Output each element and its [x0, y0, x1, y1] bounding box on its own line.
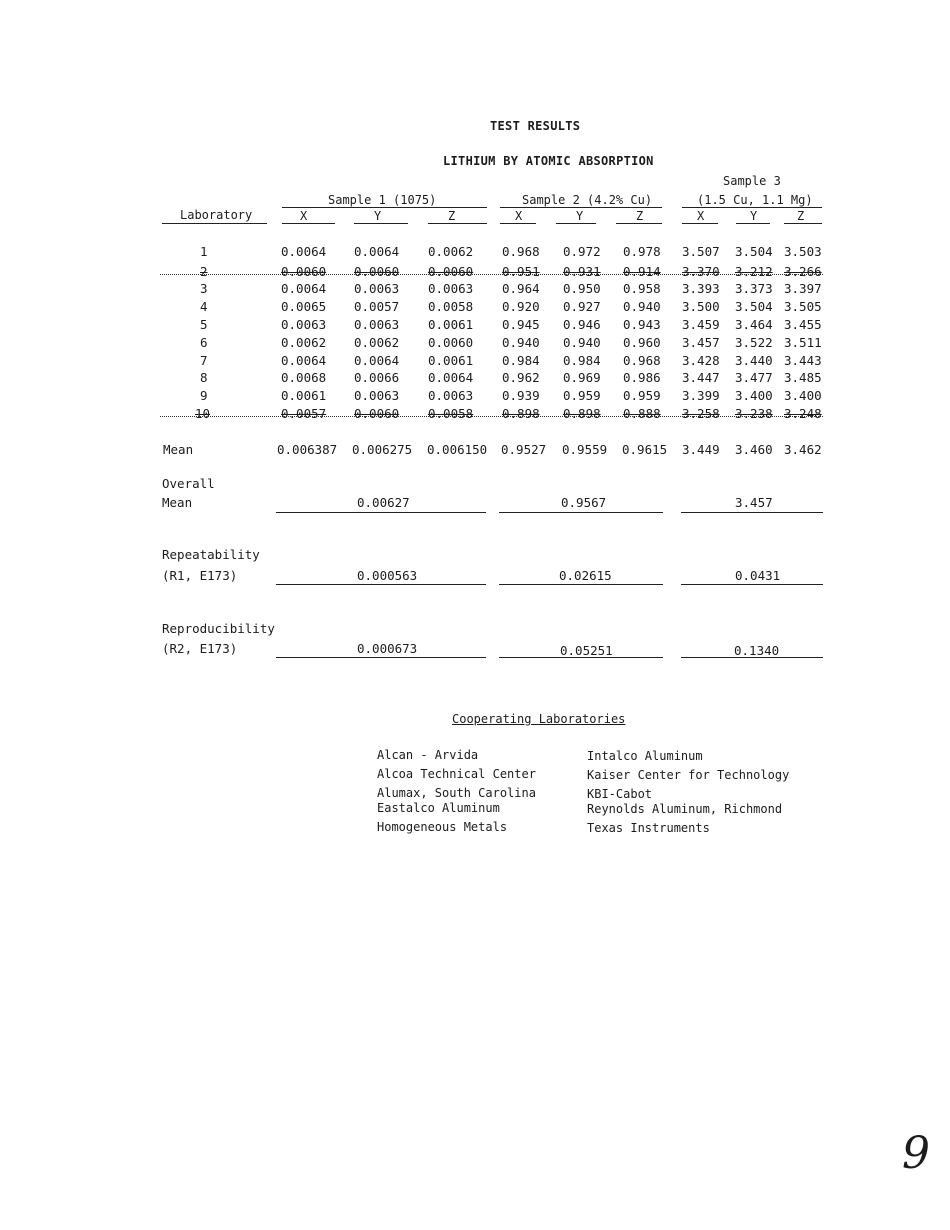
- table-cell: 3.511: [784, 335, 822, 350]
- table-cell: 3.400: [735, 388, 773, 403]
- mean-cell: 3.449: [682, 442, 720, 457]
- sample3-header-rule: [682, 207, 822, 208]
- mean-cell: 0.9559: [562, 442, 608, 457]
- table-cell: 0.959: [623, 388, 661, 403]
- table-cell: 0.914: [623, 264, 661, 279]
- table-cell: 0.943: [623, 317, 661, 332]
- table-cell: 0.0064: [354, 353, 400, 368]
- sample1-header-rule: [282, 207, 487, 208]
- laboratory-header: Laboratory: [180, 208, 253, 222]
- table-cell: 0.0064: [428, 370, 474, 385]
- table-cell: 0.968: [502, 244, 540, 259]
- table-cell: 3.238: [735, 406, 773, 421]
- table-cell: 0.0065: [281, 299, 327, 314]
- overall-mean-rule-2: [499, 512, 663, 513]
- column-header-z: Z: [448, 209, 456, 223]
- table-cell: 0.0064: [354, 244, 400, 259]
- repeatability-sample3: 0.0431: [735, 568, 781, 583]
- cooperating-lab: Intalco Aluminum: [587, 749, 703, 763]
- table-cell: 3.459: [682, 317, 720, 332]
- column-header-rule: [682, 223, 718, 224]
- mean-label: Mean: [163, 442, 194, 457]
- column-header-x: X: [515, 209, 523, 223]
- table-cell: 3.266: [784, 264, 822, 279]
- page-title: TEST RESULTS: [490, 119, 581, 133]
- table-cell: 3.447: [682, 370, 720, 385]
- lab-number: 3: [200, 281, 208, 296]
- table-cell: 0.0063: [354, 317, 400, 332]
- repeatability-rule-1: [276, 584, 486, 585]
- column-header-rule: [282, 223, 335, 224]
- table-cell: 0.0058: [428, 299, 474, 314]
- table-cell: 0.898: [563, 406, 601, 421]
- table-cell: 0.940: [623, 299, 661, 314]
- cooperating-lab: Eastalco Aluminum: [377, 801, 500, 815]
- table-cell: 0.0063: [428, 281, 474, 296]
- reproducibility-rule-3: [681, 657, 823, 658]
- table-cell: 0.960: [623, 335, 661, 350]
- table-cell: 0.962: [502, 370, 540, 385]
- lab-number: 8: [200, 370, 208, 385]
- table-cell: 0.0064: [281, 281, 327, 296]
- sample3-header-line1: Sample 3: [723, 174, 781, 188]
- table-cell: 0.0062: [281, 335, 327, 350]
- sample2-header: Sample 2 (4.2% Cu): [522, 193, 653, 207]
- column-header-z: Z: [797, 209, 805, 223]
- sample2-header-rule: [500, 207, 662, 208]
- struck-row-line: [160, 416, 823, 417]
- column-header-y: Y: [750, 209, 758, 223]
- table-cell: 3.397: [784, 281, 822, 296]
- overall-mean-label-2: Mean: [162, 495, 193, 510]
- table-cell: 0.984: [502, 353, 540, 368]
- table-cell: 0.0057: [354, 299, 400, 314]
- table-cell: 0.0063: [281, 317, 327, 332]
- table-cell: 3.503: [784, 244, 822, 259]
- table-cell: 0.0063: [354, 388, 400, 403]
- table-cell: 3.507: [682, 244, 720, 259]
- table-cell: 0.0060: [354, 264, 400, 279]
- repeatability-rule-3: [681, 584, 823, 585]
- table-cell: 0.0066: [354, 370, 400, 385]
- table-cell: 0.958: [623, 281, 661, 296]
- table-cell: 3.477: [735, 370, 773, 385]
- cooperating-lab: Reynolds Aluminum, Richmond: [587, 802, 783, 816]
- table-cell: 0.0060: [428, 335, 474, 350]
- table-cell: 0.984: [563, 353, 601, 368]
- table-cell: 0.0063: [354, 281, 400, 296]
- overall-mean-sample1: 0.00627: [357, 495, 410, 510]
- mean-cell: 3.460: [735, 442, 773, 457]
- page-number: 9: [902, 1128, 930, 1179]
- sample3-header-line2: (1.5 Cu, 1.1 Mg): [697, 193, 813, 207]
- sample1-header: Sample 1 (1075): [328, 193, 437, 207]
- table-cell: 0.888: [623, 406, 661, 421]
- table-cell: 0.964: [502, 281, 540, 296]
- table-cell: 0.945: [502, 317, 540, 332]
- table-cell: 0.898: [502, 406, 540, 421]
- column-header-rule: [736, 223, 770, 224]
- lab-number: 6: [200, 335, 208, 350]
- lab-number: 10: [195, 406, 211, 421]
- mean-cell: 0.9615: [622, 442, 668, 457]
- repeatability-rule-2: [499, 584, 663, 585]
- table-cell: 3.399: [682, 388, 720, 403]
- cooperating-lab: KBI-Cabot: [587, 787, 653, 801]
- reproducibility-label-1: Reproducibility: [162, 621, 275, 636]
- column-header-rule: [354, 223, 408, 224]
- table-cell: 0.0061: [428, 353, 474, 368]
- table-cell: 0.0060: [354, 406, 400, 421]
- column-header-z: Z: [636, 209, 644, 223]
- table-cell: 0.927: [563, 299, 601, 314]
- page-subtitle: LITHIUM BY ATOMIC ABSORPTION: [443, 154, 654, 168]
- cooperating-title: Cooperating Laboratories: [452, 712, 626, 726]
- table-cell: 3.455: [784, 317, 822, 332]
- reproducibility-rule-2: [499, 657, 663, 658]
- table-cell: 0.986: [623, 370, 661, 385]
- cooperating-lab: Homogeneous Metals: [377, 820, 508, 834]
- table-cell: 0.0062: [428, 244, 474, 259]
- repeatability-label-1: Repeatability: [162, 547, 260, 562]
- overall-mean-sample2: 0.9567: [561, 495, 607, 510]
- table-cell: 3.212: [735, 264, 773, 279]
- table-cell: 0.959: [563, 388, 601, 403]
- column-header-y: Y: [576, 209, 584, 223]
- reproducibility-rule-1: [276, 657, 486, 658]
- table-cell: 0.946: [563, 317, 601, 332]
- table-cell: 0.0068: [281, 370, 327, 385]
- table-cell: 3.485: [784, 370, 822, 385]
- table-cell: 0.968: [623, 353, 661, 368]
- column-header-rule: [556, 223, 596, 224]
- table-cell: 3.443: [784, 353, 822, 368]
- table-cell: 3.464: [735, 317, 773, 332]
- table-cell: 0.940: [563, 335, 601, 350]
- table-cell: 0.0064: [281, 244, 327, 259]
- table-cell: 0.0062: [354, 335, 400, 350]
- table-cell: 0.969: [563, 370, 601, 385]
- table-cell: 0.939: [502, 388, 540, 403]
- table-cell: 0.931: [563, 264, 601, 279]
- cooperating-lab: Kaiser Center for Technology: [587, 768, 790, 782]
- lab-number: 7: [200, 353, 208, 368]
- table-cell: 3.370: [682, 264, 720, 279]
- repeatability-sample1: 0.000563: [357, 568, 418, 583]
- column-header-rule: [500, 223, 536, 224]
- repeatability-sample2: 0.02615: [559, 568, 612, 583]
- table-cell: 0.0061: [281, 388, 327, 403]
- overall-mean-label-1: Overall: [162, 476, 215, 491]
- column-header-x: X: [697, 209, 705, 223]
- table-cell: 3.373: [735, 281, 773, 296]
- table-cell: 3.248: [784, 406, 822, 421]
- table-cell: 0.0064: [281, 353, 327, 368]
- cooperating-lab: Alumax, South Carolina: [377, 786, 536, 800]
- overall-mean-rule-3: [681, 512, 823, 513]
- table-cell: 0.0058: [428, 406, 474, 421]
- mean-cell: 3.462: [784, 442, 822, 457]
- table-cell: 3.258: [682, 406, 720, 421]
- struck-row-line: [160, 274, 823, 275]
- table-cell: 3.522: [735, 335, 773, 350]
- reproducibility-sample1: 0.000673: [357, 641, 418, 656]
- cooperating-lab: Alcoa Technical Center: [377, 767, 536, 781]
- column-header-rule: [784, 223, 822, 224]
- table-cell: 0.0060: [428, 264, 474, 279]
- laboratory-header-rule: [162, 223, 267, 224]
- column-header-rule: [616, 223, 662, 224]
- table-cell: 3.505: [784, 299, 822, 314]
- table-cell: 0.0063: [428, 388, 474, 403]
- table-cell: 0.978: [623, 244, 661, 259]
- table-cell: 0.0060: [281, 264, 327, 279]
- overall-mean-rule-1: [276, 512, 486, 513]
- lab-number: 2: [200, 264, 208, 279]
- table-cell: 3.504: [735, 244, 773, 259]
- table-cell: 0.0057: [281, 406, 327, 421]
- table-cell: 0.972: [563, 244, 601, 259]
- lab-number: 5: [200, 317, 208, 332]
- cooperating-lab: Alcan - Arvida: [377, 748, 479, 762]
- table-cell: 3.393: [682, 281, 720, 296]
- reproducibility-label-2: (R2, E173): [162, 641, 238, 656]
- column-header-rule: [428, 223, 487, 224]
- table-cell: 3.400: [784, 388, 822, 403]
- overall-mean-sample3: 3.457: [735, 495, 773, 510]
- reproducibility-sample2: 0.05251: [560, 643, 613, 658]
- table-cell: 3.428: [682, 353, 720, 368]
- lab-number: 4: [200, 299, 208, 314]
- lab-number: 9: [200, 388, 208, 403]
- table-cell: 0.0061: [428, 317, 474, 332]
- table-cell: 0.950: [563, 281, 601, 296]
- column-header-x: X: [300, 209, 308, 223]
- mean-cell: 0.006275: [352, 442, 413, 457]
- column-header-y: Y: [374, 209, 382, 223]
- table-cell: 3.440: [735, 353, 773, 368]
- table-cell: 3.500: [682, 299, 720, 314]
- table-cell: 3.457: [682, 335, 720, 350]
- table-cell: 0.940: [502, 335, 540, 350]
- reproducibility-sample3: 0.1340: [734, 643, 780, 658]
- lab-number: 1: [200, 244, 208, 259]
- table-cell: 0.920: [502, 299, 540, 314]
- table-cell: 3.504: [735, 299, 773, 314]
- table-cell: 0.951: [502, 264, 540, 279]
- mean-cell: 0.9527: [501, 442, 547, 457]
- cooperating-lab: Texas Instruments: [587, 821, 710, 835]
- mean-cell: 0.006150: [427, 442, 488, 457]
- repeatability-label-2: (R1, E173): [162, 568, 238, 583]
- mean-cell: 0.006387: [277, 442, 338, 457]
